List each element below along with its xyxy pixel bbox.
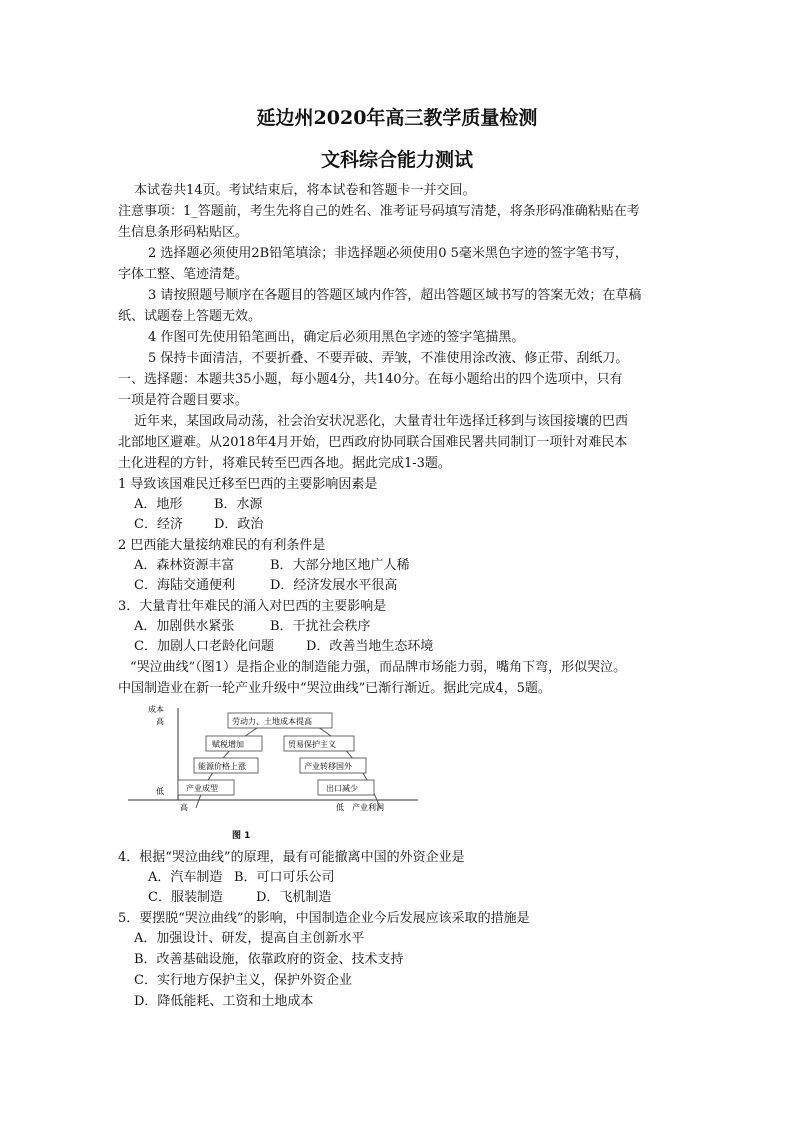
y-low-label: 低 bbox=[156, 787, 164, 796]
question-1-option-d: D．政治 bbox=[214, 517, 264, 532]
box-tax-increase-label: 赋税增加 bbox=[212, 740, 244, 749]
question-5-option-a: A．加强设计、研发，提高自主创新水平 bbox=[134, 931, 365, 946]
question-3-option-c: C．加剧人口老龄化问题 bbox=[134, 639, 274, 654]
question-2-option-a: A．森林资源丰富 bbox=[134, 558, 235, 573]
question-3-option-d: D．改善当地生态环境 bbox=[306, 639, 434, 654]
note-2-line-1: 2 选择题必须使用2B铅笔填涂；非选择题必须使用0 5毫米黑色字迹的签字笔书写， bbox=[148, 246, 628, 261]
box-export-decrease-label: 出口减少 bbox=[326, 784, 358, 793]
passage-1-line-1: 近年来，某国政局动荡，社会治安状况恶化，大量青壮年选择迁移到与该国接壤的巴西 bbox=[134, 414, 629, 429]
x-low-label: 低 bbox=[336, 803, 344, 812]
box-labor-land-cost-label: 劳动力、土地成本提高 bbox=[232, 717, 312, 726]
note-4: 4 作图可先使用铅笔画出，确定后必须用黑色字迹的签字笔描黑。 bbox=[148, 330, 525, 345]
question-2-option-c: C．海陆交通便利 bbox=[134, 578, 235, 593]
question-5-option-d: D．降低能耗、工资和土地成本 bbox=[134, 994, 314, 1009]
question-2-option-b: B．大部分地区地广人稀 bbox=[270, 558, 410, 573]
question-2-option-d: D．经济发展水平很高 bbox=[270, 578, 398, 593]
note-3-line-1: 3 请按照题号顺序在各题目的答题区域内作答，超出答题区域书写的答案无效；在草稿 bbox=[148, 288, 642, 303]
question-3-stem: 3．大量青壮年难民的涌入对巴西的主要影响是 bbox=[118, 599, 387, 614]
question-4-option-d: D．飞机制造 bbox=[256, 890, 332, 905]
crying-curve-figure bbox=[118, 700, 418, 845]
intro-text: 本试卷共14页。考试结束后，将本试卷和答题卡一并交回。 bbox=[134, 183, 476, 198]
question-3-option-a: A．加剧供水紧张 bbox=[134, 619, 235, 634]
question-4-option-b: B．可口可乐公司 bbox=[234, 870, 335, 885]
question-5-option-b: B．改善基础设施，依靠政府的资金、技术支持 bbox=[134, 952, 404, 967]
x-axis-label: 产业利润 bbox=[352, 803, 384, 812]
exam-title: 延边州2020年高三教学质量检测 bbox=[256, 107, 538, 129]
passage-1-line-2: 北部地区避难。从2018年4月开始，巴西政府协同联合国难民署共同制订一项针对难民本 bbox=[118, 435, 628, 450]
box-industry-formed-label: 产业成型 bbox=[186, 784, 218, 793]
box-industry-transfer-label: 产业转移国外 bbox=[304, 762, 352, 771]
question-1-option-c: C．经济 bbox=[134, 517, 183, 532]
question-4-option-a: A．汽车制造 bbox=[148, 870, 223, 885]
question-4-stem: 4．根据“哭泣曲线”的原理，最有可能撤离中国的外资企业是 bbox=[118, 850, 465, 865]
question-1-stem: 1 导致该国难民迁移至巴西的主要影响因素是 bbox=[118, 477, 378, 492]
note-5: 5 保持卡面清洁，不要折叠、不要弄破、弄皱，不准使用涂改液、修正带、刮纸刀。 bbox=[148, 351, 629, 366]
question-5-stem: 5．要摆脱“哭泣曲线”的影响，中国制造企业今后发展应该采取的措施是 bbox=[118, 911, 530, 926]
passage-2-line-1: “哭泣曲线”（图1）是指企业的制造能力强，而品牌市场能力弱，嘴角下弯，形似哭泣。 bbox=[130, 660, 627, 675]
question-1-option-b: B．水源 bbox=[214, 497, 263, 512]
question-3-option-b: B．干扰社会秩序 bbox=[270, 619, 371, 634]
exam-subtitle: 文科综合能力测试 bbox=[320, 149, 473, 171]
figure-caption: 图 1 bbox=[232, 831, 251, 841]
y-high-label: 高 bbox=[156, 717, 164, 726]
passage-2-line-2: 中国制造业在新一轮产业升级中“哭泣曲线”已渐行渐近。据此完成4，5题。 bbox=[118, 681, 551, 696]
note-2-line-2: 字体工整、笔迹清楚。 bbox=[118, 267, 249, 282]
passage-1-line-3: 土化进程的方针，将难民转至巴西各地。据此完成1-3题。 bbox=[118, 456, 451, 471]
section-1-line-2: 一项是符合题目要求。 bbox=[118, 393, 249, 408]
box-energy-price-label: 能源价格上涨 bbox=[198, 762, 246, 771]
note-1-line-2: 生信息条形码粘贴区。 bbox=[118, 225, 249, 240]
note-3-line-2: 纸、试题卷上答题无效。 bbox=[118, 309, 262, 324]
x-high-label: 高 bbox=[180, 803, 188, 812]
question-2-stem: 2 巴西能大量接纳难民的有利条件是 bbox=[118, 538, 326, 553]
y-axis-label: 成本 bbox=[148, 705, 164, 714]
section-1-line-1: 一、选择题：本题共35小题，每小题4分，共140分。在每小题给出的四个选项中，只有 bbox=[118, 372, 623, 387]
question-1-option-a: A．地形 bbox=[134, 497, 183, 512]
note-1-line-1: 注意事项：1_答题前，考生先将自己的姓名、准考证号码填写清楚，将条形码准确粘贴在考 bbox=[118, 204, 640, 219]
question-4-option-c: C．服装制造 bbox=[148, 890, 223, 905]
box-trade-protectionism-label: 贸易保护主义 bbox=[288, 740, 336, 749]
question-5-option-c: C．实行地方保护主义，保护外资企业 bbox=[134, 973, 352, 988]
